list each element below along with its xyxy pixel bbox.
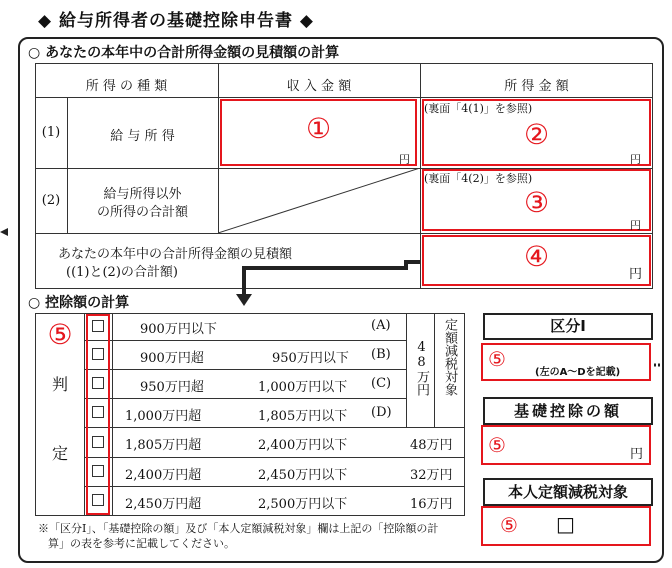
row-d-from: 1,000万円超 <box>125 409 202 424</box>
row1-reference-note: (裏面「4(1)」を参照) <box>424 102 533 115</box>
kubun-title-box: 区分Ⅰ <box>483 313 653 340</box>
yen-unit: 円 <box>399 153 410 166</box>
row2-number: (2) <box>41 193 61 208</box>
kubun-note: (左のA～Dを記載) <box>535 367 621 378</box>
row-f-from: 2,400万円超 <box>125 468 202 483</box>
marker-5: ⑤ <box>488 433 506 457</box>
fixed-amount-vertical: 48万円 <box>414 340 429 396</box>
col-amount-header: 所 得 金 額 <box>504 79 569 94</box>
checkbox-d[interactable] <box>92 406 104 418</box>
checkbox-b[interactable] <box>92 348 104 360</box>
col-type-header: 所 得 の 種 類 <box>85 79 168 94</box>
row-c-to: 1,000万円以下 <box>258 380 348 395</box>
row-f-amount: 32万円 <box>410 468 453 483</box>
footnote-line1: ※「区分Ⅰ」、「基礎控除の額」及び「本人定額減税対象」欄は上記の「控除額の計 <box>38 522 439 535</box>
row-b-to: 950万円以下 <box>272 351 349 366</box>
row-b-code: (B) <box>371 347 391 362</box>
fixed-tax-reduction-vertical: 定額減税対象 <box>442 318 457 396</box>
row-e-from: 1,805万円超 <box>125 438 202 453</box>
kiso-title-box: 基礎控除の額 <box>483 397 653 425</box>
yen-unit: 円 <box>630 219 641 232</box>
basic-deduction-field[interactable] <box>481 425 651 465</box>
row-f-to: 2,450万円以下 <box>258 468 348 483</box>
checkbox-e[interactable] <box>92 436 104 448</box>
row-e-amount: 48万円 <box>410 438 453 453</box>
row-c-code: (C) <box>371 376 392 391</box>
row2-reference-note: (裏面「4(2)」を参照) <box>424 172 533 185</box>
row-g-to: 2,500万円以下 <box>258 497 348 512</box>
judge-label-top: 判 <box>51 375 68 394</box>
form-title: ◆ 給与所得者の基礎控除申告書 ◆ <box>38 11 314 31</box>
checkbox-c[interactable] <box>92 377 104 389</box>
col-income-header: 収 入 金 額 <box>286 79 352 94</box>
section2-heading: ○ 控除額の計算 <box>28 295 130 311</box>
marker-1: ① <box>305 112 332 145</box>
marker-5: ⑤ <box>488 347 506 371</box>
yen-unit: 円 <box>629 267 643 282</box>
marker-3: ③ <box>523 186 550 219</box>
row-c-from: 950万円超 <box>140 380 204 395</box>
marker-5: ⑤ <box>500 513 518 537</box>
fixed-tax-reduction-checkbox[interactable]: □ <box>556 512 575 536</box>
marker-4: ④ <box>523 240 550 273</box>
row-g-amount: 16万円 <box>410 497 453 512</box>
row1-number: (1) <box>41 125 61 140</box>
section1-heading: ○ あなたの本年中の合計所得金額の見積額の計算 <box>28 45 340 61</box>
checkbox-a[interactable] <box>92 320 104 332</box>
footnote-line2: 算」の表を参考に記載してください。 <box>48 537 235 550</box>
judge-label-bottom: 定 <box>51 444 68 463</box>
yen-unit: 円 <box>630 153 641 166</box>
row2-label-line1: 給与所得以外 <box>103 187 182 202</box>
yen-unit: 円 <box>630 447 644 462</box>
marker-2: ② <box>523 118 550 151</box>
row-d-code: (D) <box>371 405 392 420</box>
row-g-from: 2,450万円超 <box>125 497 202 512</box>
row-d-to: 1,805万円以下 <box>258 409 348 424</box>
checkbox-f[interactable] <box>92 465 104 477</box>
row2-label-line2: の所得の合計額 <box>96 205 188 220</box>
total-label-line1: あなたの本年中の合計所得金額の見積額 <box>58 247 293 262</box>
row-a-range: 900万円以下 <box>140 322 217 337</box>
row-e-to: 2,400万円以下 <box>258 438 348 453</box>
total-label-line2: ((1)と(2)の合計額) <box>66 265 178 280</box>
row1-label: 給 与 所 得 <box>110 129 175 144</box>
marker-5: ⑤ <box>47 318 73 351</box>
checkbox-g[interactable] <box>92 494 104 506</box>
teigaku-title-box: 本人定額減税対象 <box>483 478 653 506</box>
row-a-code: (A) <box>371 318 391 333</box>
row-b-from: 900万円超 <box>140 351 204 366</box>
